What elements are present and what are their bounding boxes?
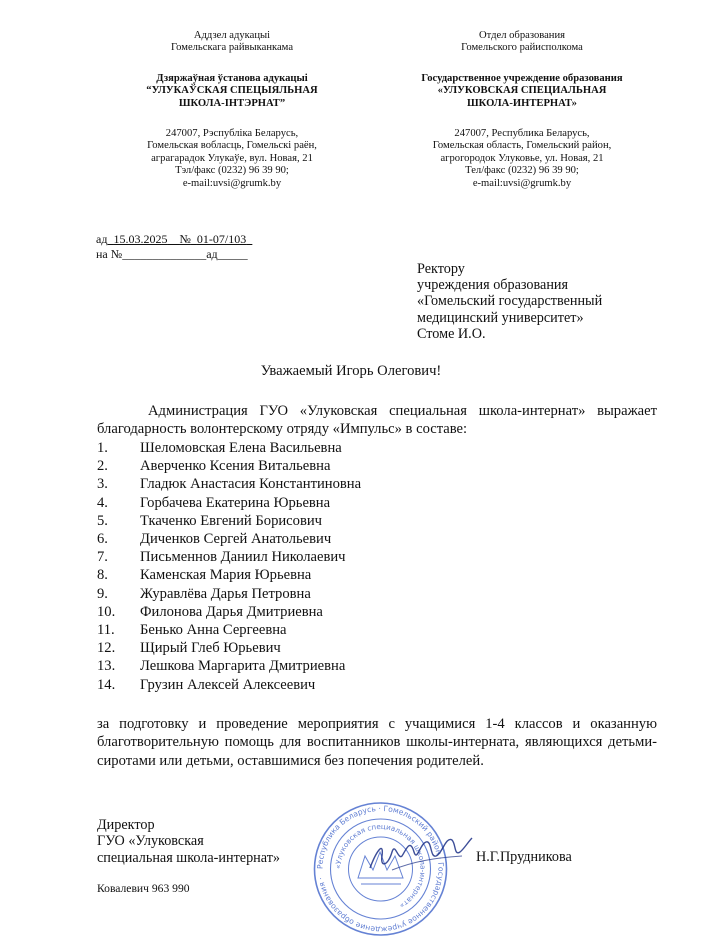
volunteer-name: Грузин Алексей Алексеевич	[140, 676, 316, 693]
email: e-mail:uvsi@grumk.by	[182, 177, 282, 189]
volunteer-name: Лешкова Маргарита Дмитриевна	[140, 658, 346, 675]
list-item	[97, 603, 361, 621]
addressee-block: Ректору учреждения образования «Гомельский государственный медицинский университет» Стоме И.О.	[417, 261, 603, 342]
department-name: Аддзел адукацыі	[193, 30, 271, 41]
volunteer-name: Каменская Мария Юрьевна	[140, 567, 312, 584]
list-item	[97, 530, 361, 548]
letterhead-belarusian	[82, 30, 382, 190]
list-item-number: 5.	[97, 512, 108, 529]
letterhead-russian	[372, 30, 672, 190]
volunteer-name: Гладюк Анастасия Константиновна	[140, 476, 362, 493]
list-item-number: 10.	[97, 603, 116, 620]
list-item-number: 4.	[97, 494, 108, 511]
letter-number: 01-07/103	[196, 232, 247, 246]
list-item-number: 7.	[97, 549, 108, 566]
list-item	[97, 439, 361, 457]
closing-paragraph: за подготовку и проведение мероприятия с учащимися 1-4 классов и оказанную благотворительную помощь для воспитанников школы-интерната, являющихся детьми-сиротами или детьми, оставшимися без попечения родителей.	[97, 716, 657, 769]
institution-name-2: ШКОЛА-ІНТЭРНАТ”	[178, 97, 286, 109]
address-line: агрогородок Улуковье, ул. Новая, 21	[440, 152, 604, 164]
svg-text:Республика Беларусь · Гомельск: Республика Беларусь · Гомельский район · Государственное учреждение образования ·	[315, 803, 446, 935]
list-item-number: 8.	[97, 567, 108, 584]
volunteer-name: Диченков Сергей Анатольевич	[140, 531, 332, 548]
executive-committee: Гомельского райисполкома	[461, 42, 583, 54]
phone-fax: Тел/факс (0232) 96 39 90;	[465, 165, 579, 177]
list-item-number: 3.	[97, 476, 108, 493]
list-item	[97, 639, 361, 657]
list-item	[97, 566, 361, 584]
list-item	[97, 657, 361, 675]
volunteer-name: Аверченко Ксения Витальевна	[140, 458, 331, 475]
list-item	[97, 548, 361, 566]
list-item-number: 14.	[97, 676, 116, 693]
list-item	[97, 621, 361, 639]
list-item-number: 9.	[97, 585, 108, 602]
institution-name-1: “УЛУКАЎСКАЯ СПЕЦЫЯЛЬНАЯ	[146, 85, 318, 97]
list-item-number: 13.	[97, 658, 116, 675]
volunteer-name: Бенько Анна Сергеевна	[140, 622, 287, 639]
svg-text:«Улуковская специальная школа-: «Улуковская специальная школа-интернат»	[333, 821, 428, 911]
addressee-name: Стоме И.О.	[417, 325, 486, 342]
list-item	[97, 585, 361, 603]
intro-paragraph: Администрация ГУО «Улуковская специальная школа-интернат» выражает благодарность волонтерскому отряду «Импульс» в составе:	[97, 403, 657, 438]
volunteer-name: Горбачева Екатерина Юрьевна	[140, 494, 331, 511]
volunteer-name: Шеломовская Елена Васильевна	[140, 440, 342, 456]
list-item-number: 2.	[97, 458, 108, 475]
signer-org: специальная школа-интернат»	[97, 849, 281, 866]
salutation: Уважаемый Игорь Олегович!	[260, 363, 442, 379]
list-item-number: 11.	[97, 622, 115, 639]
list-item-number: 6.	[97, 531, 108, 548]
list-item-number: 1.	[97, 440, 108, 456]
institution-name-1: «УЛУКОВСКАЯ СПЕЦИАЛЬНАЯ	[437, 85, 607, 97]
volunteer-name: Журавлёва Дарья Петровна	[140, 585, 311, 602]
executive-committee: Гомельскага райвыканкама	[170, 42, 294, 54]
list-item	[97, 457, 361, 475]
address-line: 247007, Республика Беларусь,	[454, 128, 590, 140]
email: e-mail:uvsi@grumk.by	[472, 177, 572, 189]
volunteer-name: Письменнов Даниил Николаевич	[140, 549, 346, 566]
volunteer-name: Филонова Дарья Дмитриевна	[140, 603, 323, 620]
institution-name-2: ШКОЛА-ИНТЕРНАТ»	[467, 97, 577, 109]
executor-contact: Ковалевич 963 990	[97, 882, 190, 895]
address-line: аграгарадок Улукаўе, вул. Новая, 21	[151, 152, 313, 164]
handwritten-signature-icon	[362, 822, 477, 882]
list-item	[97, 512, 361, 530]
volunteer-name: Щирый Глеб Юрьевич	[140, 640, 281, 657]
incoming-reference: на №______________ад_____	[96, 247, 248, 261]
signer-title: Директор	[97, 817, 155, 833]
list-item-number: 12.	[97, 640, 116, 657]
address-line: Гомельская вобласць, Гомельскі раён,	[147, 140, 317, 152]
phone-fax: Тэл/факс (0232) 96 39 90;	[175, 165, 289, 177]
list-item	[97, 475, 361, 493]
address-line: 247007, Рэспубліка Беларусь,	[165, 128, 299, 140]
list-item	[97, 494, 361, 512]
department-name: Отдел образования	[478, 30, 566, 41]
volunteer-list	[97, 439, 361, 694]
institution-type: Дзяржаўная ўстанова адукацыі	[156, 72, 308, 84]
address-line: Гомельская область, Гомельский район,	[432, 140, 612, 152]
outgoing-reference: ад_15.03.2025__№_01-07/103_	[96, 232, 253, 246]
letter-date: 15.03.2025	[113, 232, 168, 246]
list-item	[97, 676, 361, 694]
signer-org: ГУО «Улуковская	[97, 833, 204, 850]
signer-name: Н.Г.Прудникова	[476, 849, 572, 865]
institution-type: Государственное учреждение образования	[421, 72, 623, 84]
volunteer-name: Ткаченко Евгений Борисович	[140, 512, 322, 529]
signature-block	[97, 817, 280, 866]
